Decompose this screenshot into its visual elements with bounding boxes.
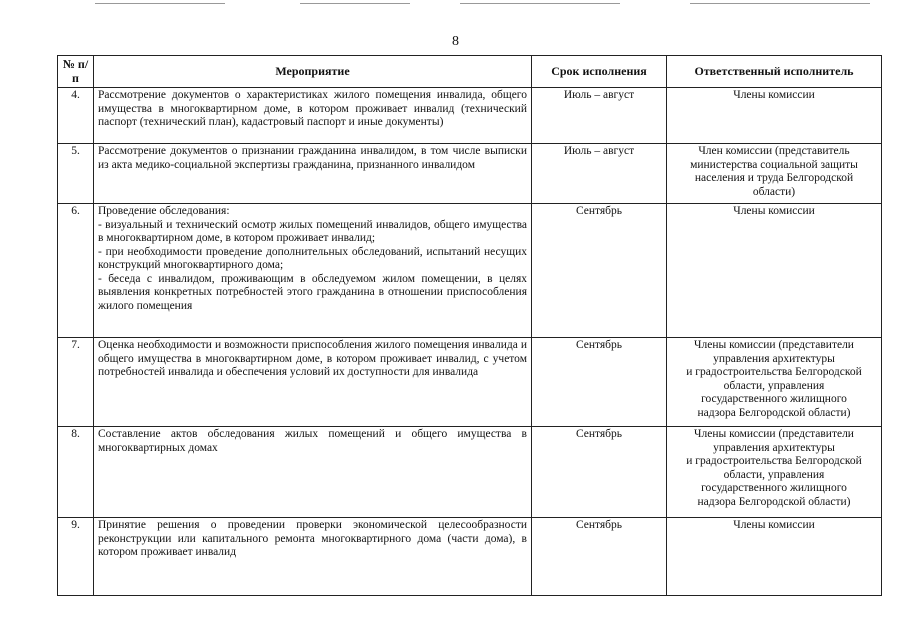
table-row [58,144,882,204]
responsible-cell [667,427,882,518]
row-number: 9. [58,518,94,596]
responsible-text: и градостроительства Белгородской [686,455,862,467]
responsible-cell [667,518,882,596]
responsible-text: надзора Белгородской области) [697,406,851,419]
responsible-text: государственного жилищного [701,393,847,405]
responsible-text: Член комиссии (представитель [698,145,850,157]
row-number: 6. [58,204,94,338]
responsible-text: области) [752,185,796,198]
responsible-cell [667,338,882,427]
activity-text: - беседа с инвалидом, проживающим в обследуемом жилом помещении, в целях выявления конкретных потребностей этого гражданина в отношении приспособления жилого помещения [98,272,527,312]
responsible-text: и градостроительства Белгородской [686,366,862,378]
header-term: Срок исполнения [532,56,667,88]
responsible-text: населения и труда Белгородской [694,172,854,184]
responsible-text: Члены комиссии (представители [694,339,854,351]
activity-text: Проведение обследования: [98,205,230,217]
activity-text: Рассмотрение документов о характеристиках жилого помещения инвалида, общего имущества в многоквартирном доме, в котором проживает инвалид (технический паспорт (технический план), кадастровый паспорт и иные документы) [98,89,527,128]
table-row [58,204,882,338]
activity-text: Оценка необходимости и возможности приспособления жилого помещения инвалида и общего имущества в многоквартирном доме, в котором проживает инвалид, с учетом потребностей инвалида и обеспечения условий их доступности для инвалида [98,339,527,378]
responsible-text: государственного жилищного [701,482,847,494]
responsible-cell [667,144,882,204]
responsible-text: управления архитектуры [713,352,835,365]
activities-table [57,55,882,596]
activity-cell [94,427,532,518]
term-cell: Сентябрь [532,204,667,338]
term-cell: Сентябрь [532,518,667,596]
activity-text: - визуальный и технический осмотр жилых помещений инвалидов, общего имущества в многоквартирном доме, в котором проживает инвалид; [98,218,527,244]
activity-cell [94,88,532,144]
responsible-text: Члены комиссии [733,205,815,217]
responsible-text: области, управления [723,468,825,481]
activity-cell [94,338,532,427]
row-number: 4. [58,88,94,144]
table-header-row [58,56,882,88]
activity-cell [94,144,532,204]
responsible-cell [667,88,882,144]
page-number: 8 [452,34,459,49]
term-cell: Июль – август [532,144,667,204]
header-activity: Мероприятие [94,56,532,88]
term-cell: Сентябрь [532,427,667,518]
table-row [58,427,882,518]
activity-text: Рассмотрение документов о признании гражданина инвалидом, в том числе выписки из акта медико-социальной экспертизы гражданина, признанного инвалидом [98,145,527,171]
scan-edge-mark [95,3,225,4]
responsible-cell [667,204,882,338]
table-row [58,88,882,144]
row-number: 5. [58,144,94,204]
responsible-text: области, управления [723,379,825,392]
activity-cell [94,204,532,338]
table-row [58,518,882,596]
responsible-text: министерства социальной защиты [690,158,858,171]
row-number: 7. [58,338,94,427]
scan-edge-mark [690,3,870,4]
scan-edge-mark [300,3,410,4]
header-num: № п/п [58,56,94,88]
responsible-text: надзора Белгородской области) [697,495,851,508]
responsible-text: Члены комиссии (представители [694,428,854,440]
responsible-text: Члены комиссии [733,89,815,101]
responsible-text: управления архитектуры [713,441,835,454]
activity-text: Составление актов обследования жилых помещений и общего имущества в многоквартирных домах [98,428,527,454]
activity-text: - при необходимости проведение дополнительных обследований, испытаний несущих конструкций многоквартирного дома; [98,245,527,271]
row-number: 8. [58,427,94,518]
activity-cell [94,518,532,596]
table-row [58,338,882,427]
scan-edge-mark [460,3,620,4]
table-body [58,88,882,596]
term-cell: Июль – август [532,88,667,144]
responsible-text: Члены комиссии [733,519,815,531]
activity-text: Принятие решения о проведении проверки экономической целесообразности реконструкции или капитального ремонта многоквартирного дома (части дома), в котором проживает инвалид [98,519,527,558]
term-cell: Сентябрь [532,338,667,427]
header-responsible: Ответственный исполнитель [667,56,882,88]
